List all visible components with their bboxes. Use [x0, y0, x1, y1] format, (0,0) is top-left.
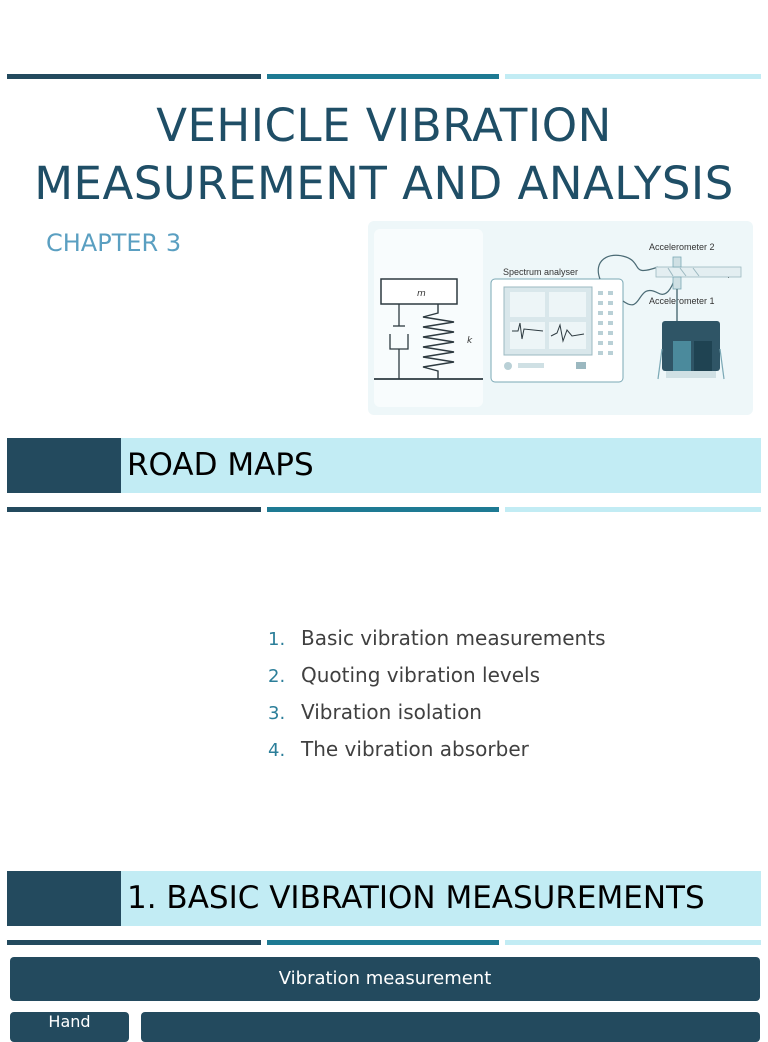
divider-segment-mid	[267, 74, 499, 79]
list-item	[268, 659, 606, 696]
divider-segment-light	[505, 940, 761, 945]
section-1-divider	[7, 940, 761, 945]
accelerometer-1-label: Accelerometer 1	[649, 296, 715, 306]
road-map-list	[268, 622, 606, 770]
divider-segment-dark	[7, 940, 261, 945]
list-item	[268, 622, 606, 659]
banner-accent-block	[7, 438, 121, 493]
list-number: 1.	[268, 629, 286, 650]
list-item	[268, 696, 606, 733]
accelerometer-2	[673, 257, 681, 267]
divider-segment-dark	[7, 74, 261, 79]
road-maps-divider	[7, 507, 761, 512]
top-divider	[7, 74, 761, 79]
list-number: 3.	[268, 703, 286, 724]
divider-segment-dark	[7, 507, 261, 512]
title-line-1: VEHICLE VIBRATION	[156, 99, 612, 152]
list-item-text: Basic vibration measurements	[301, 626, 606, 650]
accelerometer-1	[673, 277, 681, 289]
measurement-category-box	[141, 1012, 760, 1042]
banner-accent-block	[7, 871, 121, 926]
list-number: 2.	[268, 666, 286, 687]
divider-segment-light	[505, 507, 761, 512]
road-maps-banner	[7, 438, 761, 493]
road-maps-heading: ROAD MAPS	[127, 447, 314, 483]
vibration-measurement-box: Vibration measurement	[10, 957, 760, 1001]
list-item-text: Vibration isolation	[301, 700, 482, 724]
divider-segment-light	[505, 74, 761, 79]
list-item	[268, 733, 606, 770]
spring-label: k	[467, 336, 473, 346]
vibration-setup-illustration	[368, 221, 753, 415]
title-line-2: MEASUREMENT AND ANALYSIS	[34, 157, 734, 210]
list-item-text: Quoting vibration levels	[301, 663, 540, 687]
cable-1	[598, 255, 658, 279]
hand-box: Hand	[10, 1012, 129, 1042]
section-1-banner	[7, 871, 761, 926]
divider-segment-mid	[267, 507, 499, 512]
spectrum-analyser-label: Spectrum analyser	[503, 267, 579, 277]
mass-label: m	[417, 289, 426, 299]
section-1-heading: 1. BASIC VIBRATION MEASUREMENTS	[127, 880, 705, 916]
chapter-label: CHAPTER 3	[46, 229, 182, 257]
divider-segment-mid	[267, 940, 499, 945]
accelerometer-2-label: Accelerometer 2	[649, 242, 715, 252]
list-item-text: The vibration absorber	[301, 737, 529, 761]
vibration-setup-figure	[368, 221, 753, 415]
list-number: 4.	[268, 740, 286, 761]
